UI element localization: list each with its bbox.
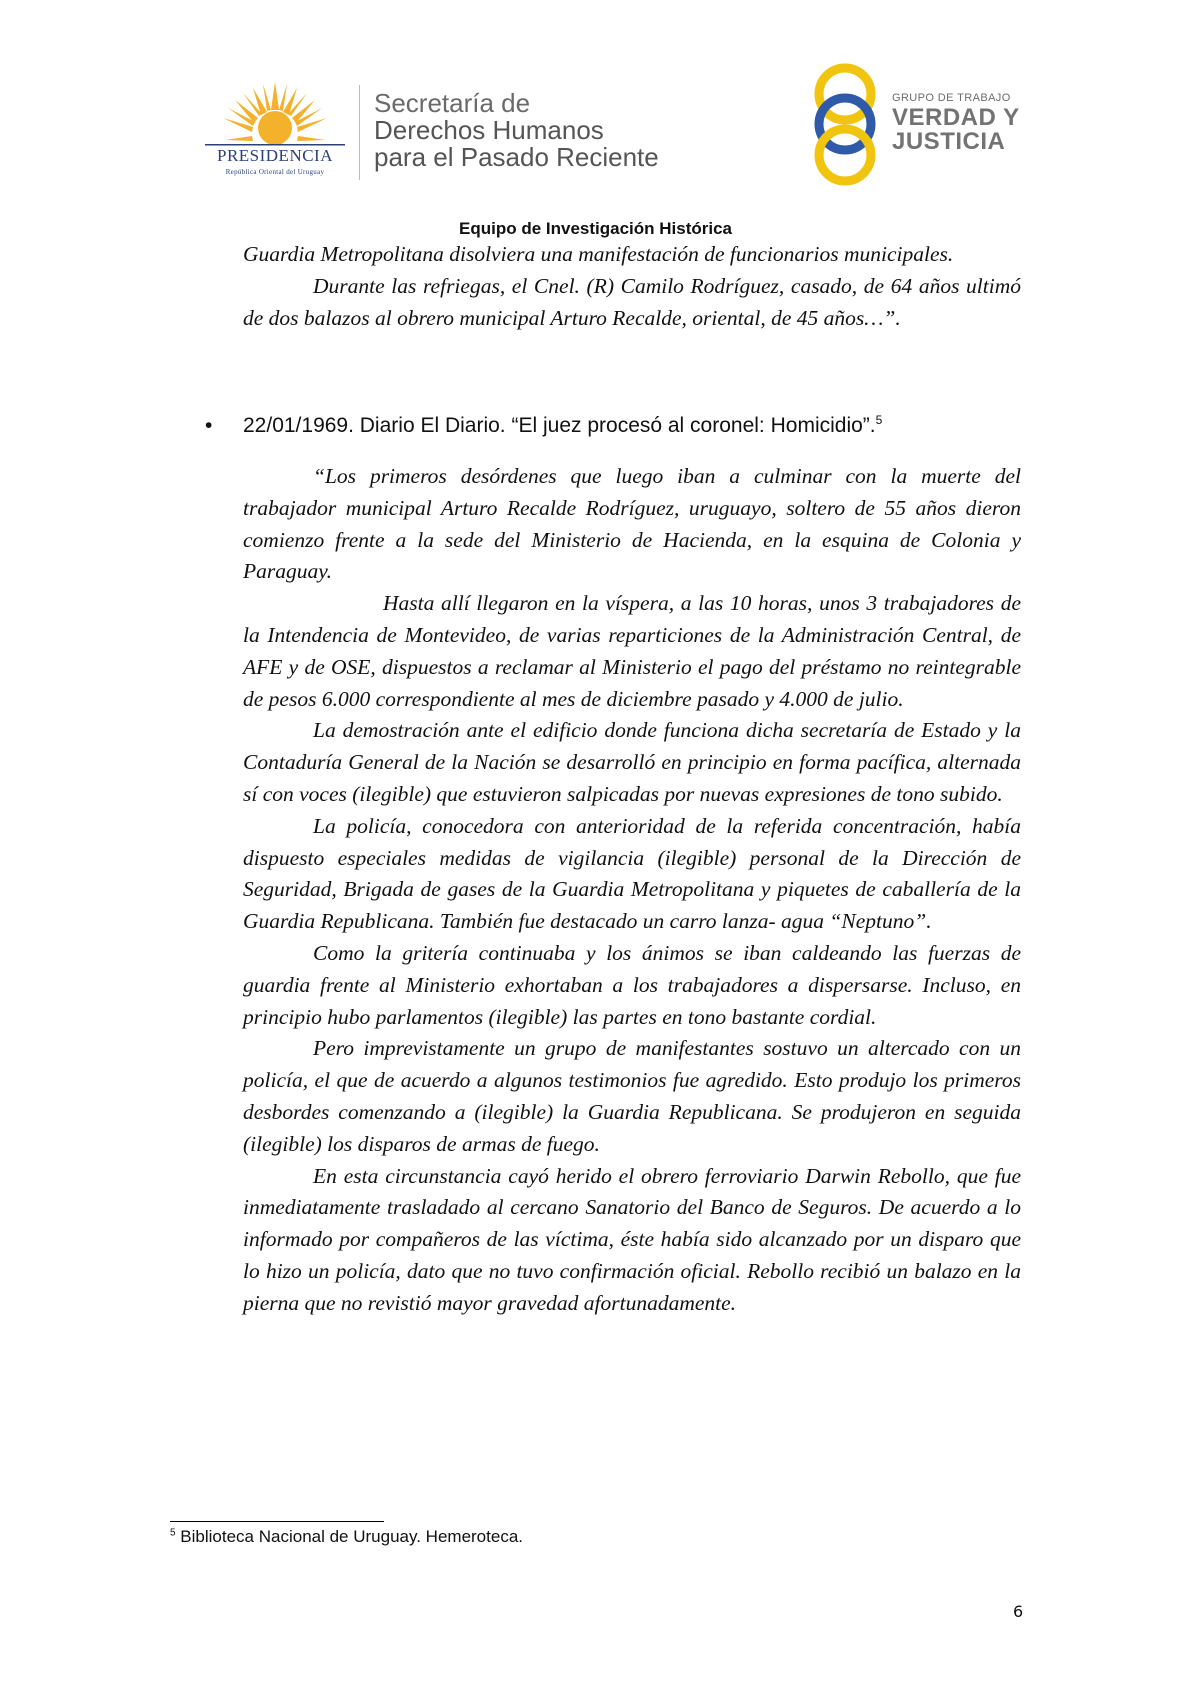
footnote-ref[interactable]: 5 xyxy=(875,413,883,427)
presidencia-label: PRESIDENCIA xyxy=(216,146,333,165)
footnote-number: 5 xyxy=(170,1527,176,1539)
continuation-paragraph-2: Durante las refriegas, el Cnel. (R) Camilo Rodríguez, casado, de 64 años ultimó de dos balazos al obrero municipal Arturo Recalde, oriental, de 45 años…”. xyxy=(243,273,1021,330)
quote-paragraph-3: La demostración ante el edificio donde funciona dicha secretaría de Estado y la Contaduría General de la Nación se desarrolló en principio en forma pacífica, alternada sí con voces (ilegible) que estuvieron salpicadas por nuevas expresiones de tono subido. xyxy=(243,718,1021,806)
quote-paragraph-2: Hasta allí llegaron en la víspera, a las 10 horas, unos 3 trabajadores de la Intendencia de Montevideo, de varias reparticiones de la Administración Central, de AFE y de OSE, dispuestos a reclamar al Ministerio el pago del préstamo no reintegrable de pesos 6.000 correspondiente al mes de diciembre pasado y 4.000 de julio. xyxy=(243,591,1021,711)
sun-icon xyxy=(195,80,355,150)
footnote xyxy=(170,1527,523,1547)
continuation-paragraph-1: Guardia Metropolitana disolviera una manifestación de funcionarios municipales. xyxy=(243,242,954,266)
gtvj-line-1: VERDAD Y xyxy=(892,104,1020,131)
header-divider xyxy=(359,85,360,180)
verdad-justicia-logo xyxy=(808,62,1038,187)
secretaria-line-2: Derechos Humanos xyxy=(374,115,604,145)
quote-paragraph-1: “Los primeros desórdenes que luego iban a culminar con la muerte del trabajador municipal Arturo Recalde Rodríguez, uruguayo, soltero de 55 años dieron comienzo frente a la sede del Ministerio de Hacienda, en la esquina de Colonia y Paraguay. xyxy=(243,464,1021,584)
bullet-heading: 22/01/1969. Diario El Diario. “El juez procesó al coronel: Homicidio”. xyxy=(243,414,876,437)
gtvj-small-label: GRUPO DE TRABAJO xyxy=(892,92,1011,104)
secretaria-line-3: para el Pasado Reciente xyxy=(374,142,659,172)
presidencia-sublabel: República Oriental del Uruguay xyxy=(225,168,325,176)
quote-paragraph-7: En esta circunstancia cayó herido el obrero ferroviario Darwin Rebollo, que fue inmediatamente trasladado al cercano Sanatorio del Banco de Seguros. De acuerdo a lo informado por compañeros de las víctima, éste había sido alcanzado por un disparo que lo hizo un policía, dato que no tuvo confirmación oficial. Rebollo recibió un balazo en la pierna que no revistió mayor gravedad afortunadamente. xyxy=(243,1163,1021,1315)
secretaria-logo-text xyxy=(374,90,659,171)
footnote-separator xyxy=(170,1521,384,1522)
team-title: Equipo de Investigación Histórica xyxy=(459,219,732,238)
page-header xyxy=(0,0,1191,238)
rings-icon xyxy=(808,62,883,187)
quote-text xyxy=(243,461,1021,1320)
bullet-icon: • xyxy=(205,414,213,437)
secretaria-line-1: Secretaría de xyxy=(374,88,531,118)
bullet-text xyxy=(243,414,882,438)
quote-paragraph-5: Como la gritería continuaba y los ánimos se iban caldeando las fuerzas de guardia frente al Ministerio exhortaban a los trabajadores a dispersarse. Incluso, en principio hubo parlamentos (ilegible) las partes en tono bastante cordial. xyxy=(243,940,1021,1029)
page-number: 6 xyxy=(1013,1602,1024,1621)
footnote-text: Biblioteca Nacional de Uruguay. Hemeroteca. xyxy=(180,1527,523,1546)
continuation-text xyxy=(243,239,1021,334)
presidencia-logo xyxy=(195,80,355,180)
quote-paragraph-4: La policía, conocedora con anterioridad de la referida concentración, había dispuesto especiales medidas de vigilancia (ilegible) personal de la Dirección de Seguridad, Brigada de gases de la Guardia Metropolitana y piquetes de caballería de la Guardia Republicana. También fue destacado un carro lanza- agua “Neptuno”. xyxy=(243,813,1021,934)
gtvj-line-2: JUSTICIA xyxy=(892,128,1006,155)
quote-paragraph-6: Pero imprevistamente un grupo de manifestantes sostuvo un altercado con un policía, el que de acuerdo a algunos testimonios fue agredido. Esto produjo los primeros desbordes comenzando a (ilegible) la Guardia Republicana. Se produjeron en seguida (ilegible) los disparos de armas de fuego. xyxy=(243,1036,1021,1156)
